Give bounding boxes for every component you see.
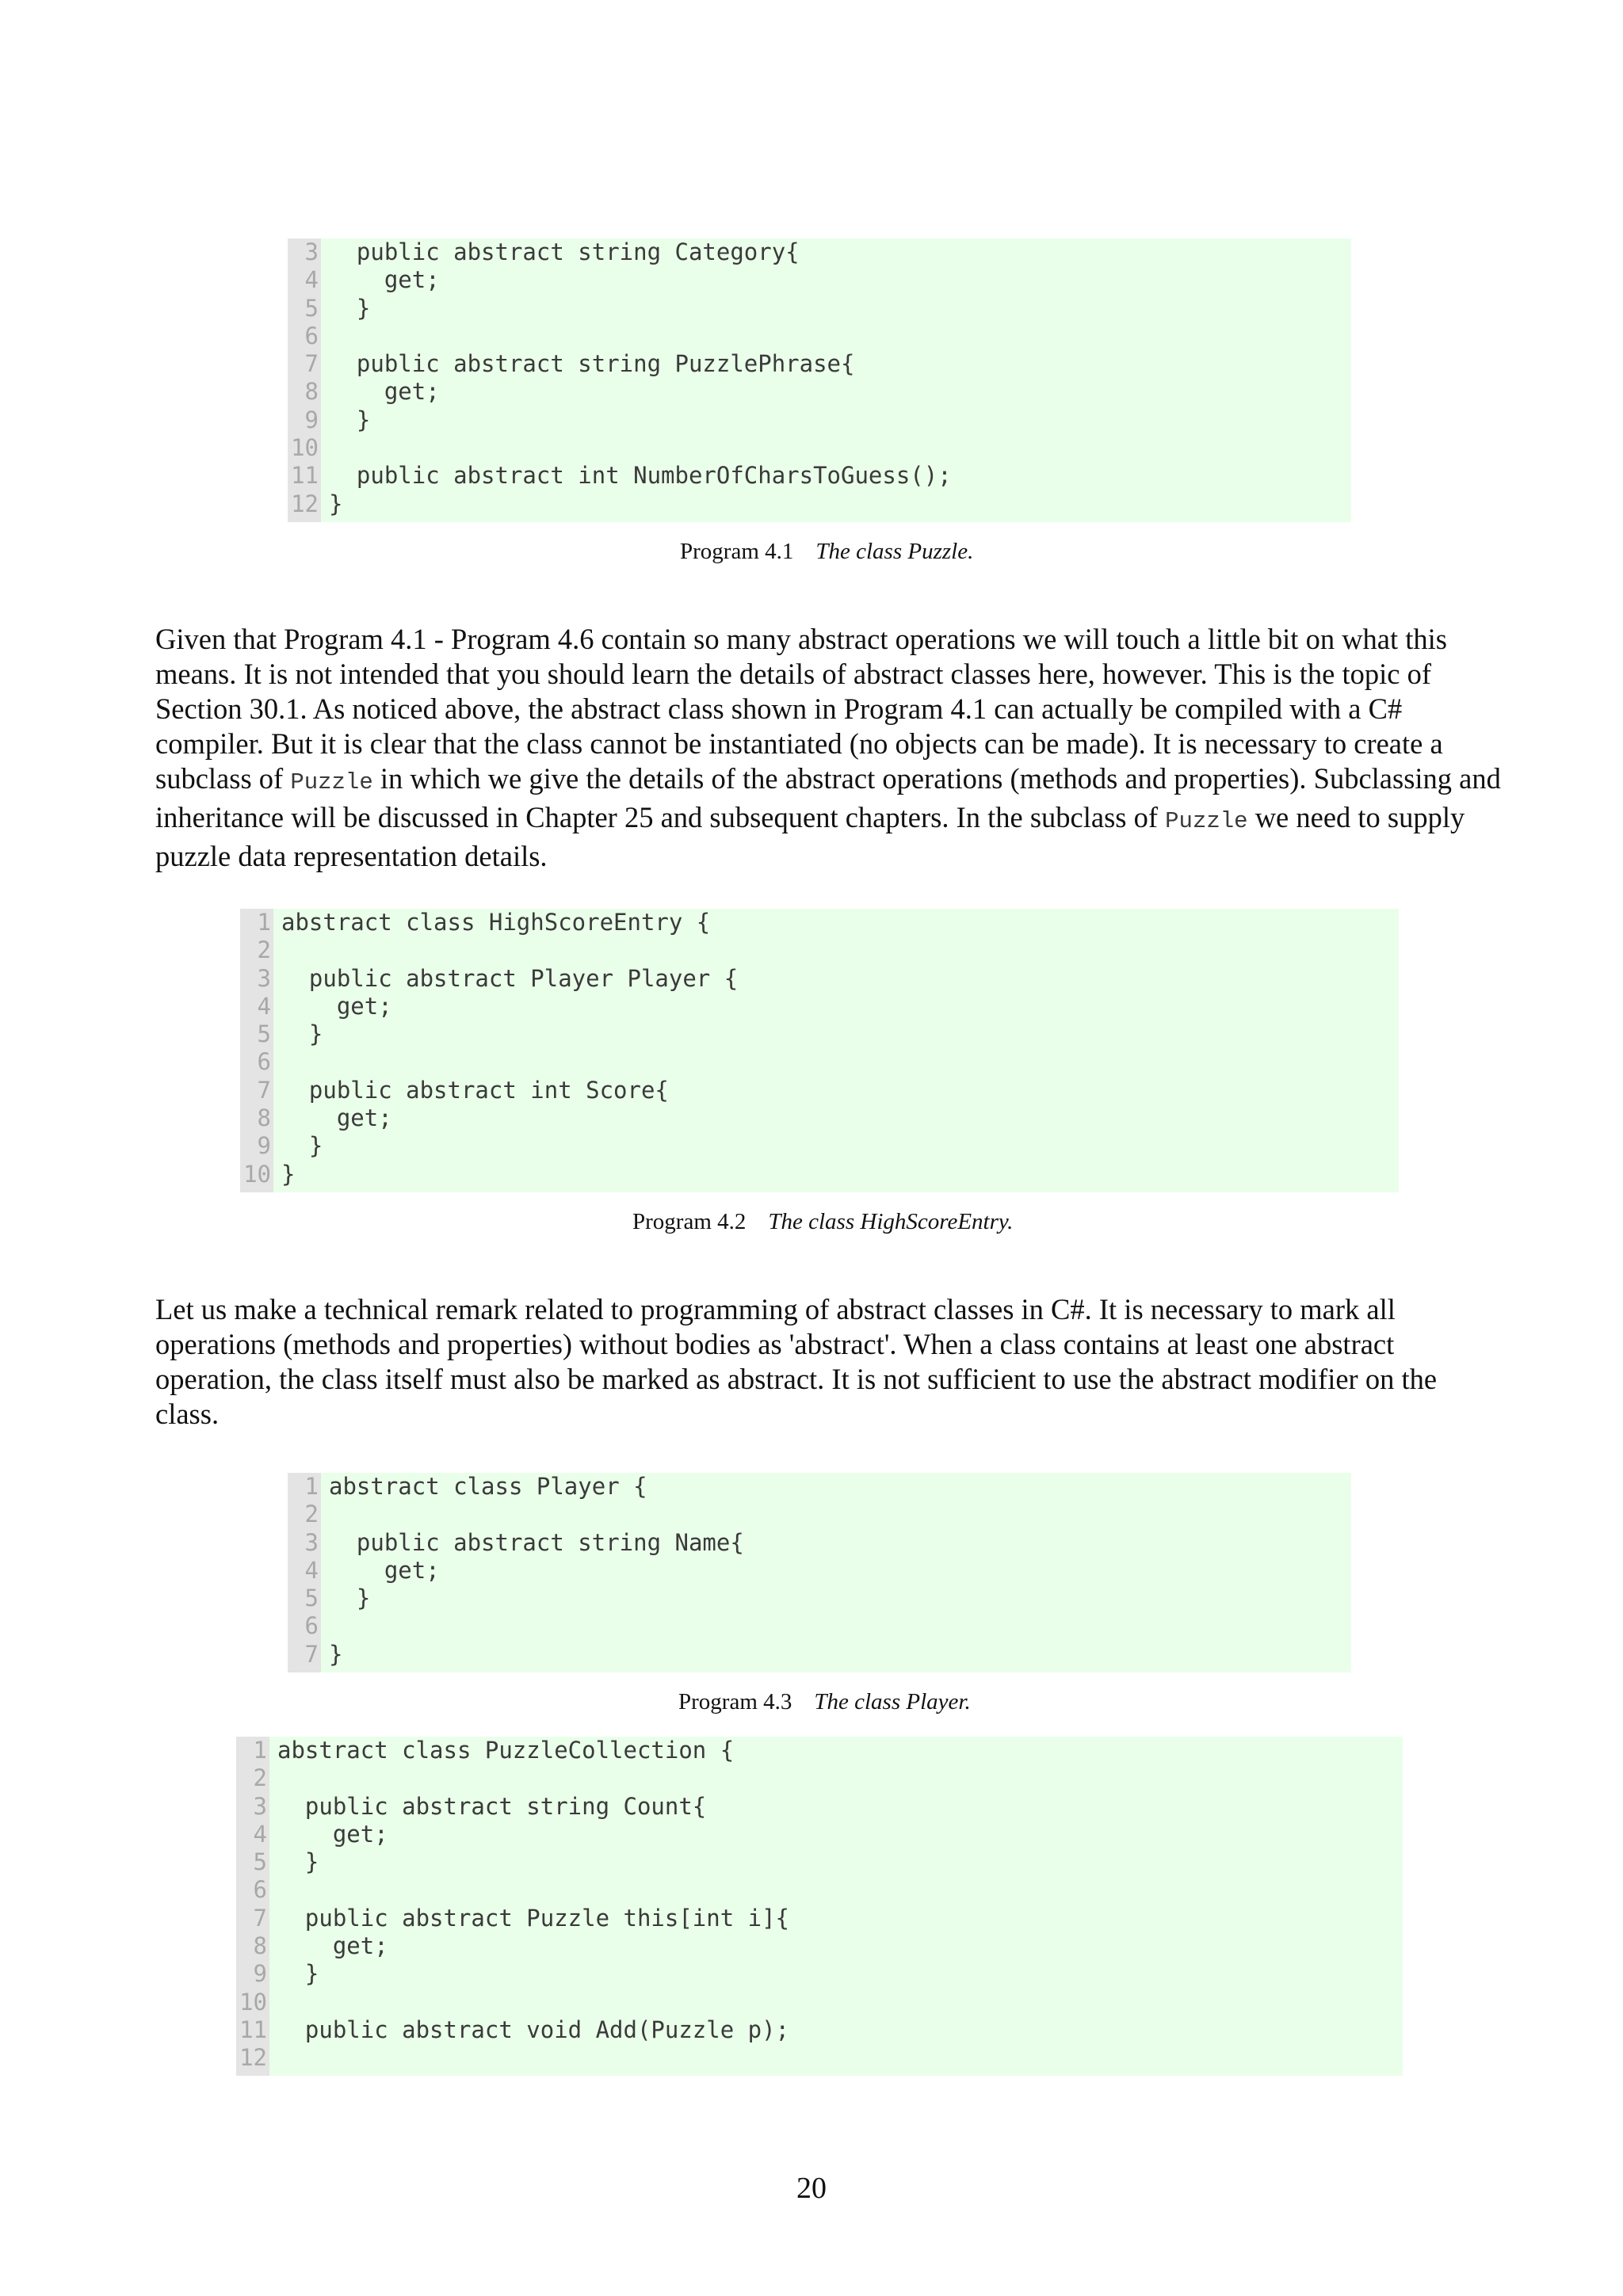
code-line: } — [277, 1960, 319, 1988]
code-block-program-4-3 — [288, 1473, 1351, 1672]
paragraph-text: Given that Program 4.1 - Program 4.6 contain so many abstract operations we will touch a little bit on what this means. It is not intended that you should learn the details of abstract classes here, however. This is the topic of Section 30.1. As noticed above, the abstract class shown in Program 4.1 can actually be compiled with a C# compiler. But it is clear that the class cannot be instantiated (no objects can be made). It is necessary to create a subclass of — [155, 623, 1448, 795]
line-number: 5 — [257, 1020, 271, 1048]
code-line: } — [329, 1640, 343, 1668]
code-line: abstract class Player { — [329, 1473, 647, 1500]
code-line: abstract class PuzzleCollection { — [277, 1737, 735, 1764]
code-line: get; — [329, 266, 440, 294]
line-number: 7 — [304, 1640, 319, 1668]
line-number: 3 — [304, 1528, 319, 1556]
line-numbers — [288, 1473, 321, 1672]
caption-label: Program 4.1 — [680, 539, 794, 564]
line-number: 5 — [304, 294, 319, 322]
line-number: 5 — [253, 1848, 267, 1876]
code-line: get; — [277, 1932, 388, 1960]
code-line: abstract class HighScoreEntry { — [281, 909, 711, 936]
code-line: } — [281, 1160, 296, 1188]
code-line: get; — [281, 1104, 392, 1132]
line-number: 2 — [253, 1764, 267, 1792]
line-number: 3 — [304, 238, 319, 265]
code-line — [277, 1989, 789, 2016]
caption-label: Program 4.2 — [632, 1209, 747, 1234]
code-line: } — [329, 294, 371, 322]
code-line — [329, 434, 952, 462]
line-numbers — [288, 238, 321, 522]
code-line — [329, 1612, 744, 1640]
code-line: public abstract int Score{ — [281, 1076, 669, 1104]
caption-title: The class Player. — [814, 1689, 971, 1714]
caption-title: The class Puzzle. — [815, 539, 974, 564]
line-number: 6 — [304, 1612, 319, 1640]
code-line: get; — [277, 1820, 388, 1848]
line-number: 8 — [253, 1932, 267, 1960]
code-lines — [269, 1737, 789, 2076]
line-number: 10 — [291, 434, 319, 462]
code-line — [329, 1501, 744, 1528]
code-line: } — [329, 406, 371, 433]
code-line: public abstract Player Player { — [281, 964, 739, 992]
caption-label: Program 4.3 — [678, 1689, 792, 1714]
code-line: public abstract void Add(Puzzle p); — [277, 2016, 790, 2043]
paragraph-text: in which we give the details of the abstract operations (methods and properties). Subclassing and inheritance will be discussed in Chapter 25 and subsequent chapters. In the subclass of — [155, 762, 1501, 833]
code-line — [281, 1048, 738, 1076]
line-number: 9 — [304, 406, 319, 433]
inline-code-puzzle: Puzzle — [290, 769, 373, 795]
code-line: get; — [281, 992, 392, 1020]
code-lines — [321, 238, 952, 522]
code-block-program-4-4 — [236, 1737, 1403, 2076]
code-line: public abstract int NumberOfCharsToGuess(); — [329, 462, 952, 490]
line-number: 11 — [239, 2016, 267, 2043]
line-number: 3 — [253, 1792, 267, 1820]
paragraph-abstract-operations — [155, 622, 1503, 874]
line-number: 10 — [243, 1160, 271, 1188]
caption-title: The class HighScoreEntry. — [768, 1209, 1014, 1234]
line-number: 9 — [253, 1960, 267, 1988]
paragraph-technical-remark — [155, 1292, 1503, 1432]
code-line: public abstract string Category{ — [329, 238, 800, 265]
line-number: 3 — [257, 964, 271, 992]
caption-program-4-2 — [632, 1209, 1013, 1235]
line-number: 5 — [304, 1585, 319, 1612]
line-number: 1 — [253, 1737, 267, 1764]
line-number: 7 — [253, 1904, 267, 1932]
code-lines — [273, 909, 738, 1192]
line-number: 10 — [239, 1988, 267, 2016]
line-numbers — [240, 909, 273, 1192]
code-line: public abstract string PuzzlePhrase{ — [329, 350, 855, 378]
line-number: 6 — [257, 1048, 271, 1076]
line-number: 4 — [253, 1820, 267, 1848]
code-line: public abstract Puzzle this[int i]{ — [277, 1904, 790, 1932]
code-line — [277, 1876, 789, 1904]
line-number: 2 — [257, 936, 271, 964]
code-line: } — [329, 490, 343, 517]
inline-code-puzzle: Puzzle — [1165, 808, 1248, 834]
code-lines — [321, 1473, 744, 1672]
code-line: } — [329, 1585, 371, 1612]
paragraph-text: we need to supply puzzle data representation details. — [155, 801, 1465, 872]
caption-program-4-1 — [680, 539, 973, 565]
line-number: 12 — [291, 490, 319, 517]
code-line: } — [281, 1132, 323, 1160]
line-number: 6 — [253, 1876, 267, 1904]
line-number: 6 — [304, 322, 319, 349]
code-line: } — [277, 1848, 319, 1876]
line-number: 8 — [257, 1104, 271, 1132]
code-line — [277, 1764, 789, 1792]
line-number: 7 — [257, 1076, 271, 1104]
line-number: 4 — [304, 1556, 319, 1584]
code-block-program-4-1 — [288, 238, 1351, 522]
caption-program-4-3 — [678, 1689, 971, 1715]
line-number: 1 — [304, 1473, 319, 1500]
code-line: get; — [329, 1556, 440, 1584]
code-line — [329, 322, 952, 350]
line-number: 9 — [257, 1132, 271, 1160]
code-line: get; — [329, 378, 440, 406]
page-number: 20 — [796, 2172, 827, 2205]
code-block-program-4-2 — [240, 909, 1399, 1192]
line-number: 7 — [304, 350, 319, 378]
code-line: } — [281, 1020, 323, 1048]
code-line — [277, 2044, 789, 2072]
line-number: 8 — [304, 378, 319, 406]
line-number: 4 — [304, 266, 319, 294]
line-number: 11 — [291, 462, 319, 490]
code-line: public abstract string Name{ — [329, 1528, 744, 1556]
line-numbers — [236, 1737, 269, 2076]
line-number: 12 — [239, 2044, 267, 2072]
code-line: public abstract string Count{ — [277, 1792, 707, 1820]
code-line — [281, 936, 738, 964]
line-number: 4 — [257, 992, 271, 1020]
line-number: 1 — [257, 909, 271, 936]
paragraph-text: Let us make a technical remark related to programming of abstract classes in C#. It is necessary to mark all operations (methods and properties) without bodies as 'abstract'. When a class contains at least one abstract operation, the class itself must also be marked as abstract. It is not sufficient to use the abstract modifier on the class. — [155, 1293, 1438, 1430]
line-number: 2 — [304, 1501, 319, 1528]
